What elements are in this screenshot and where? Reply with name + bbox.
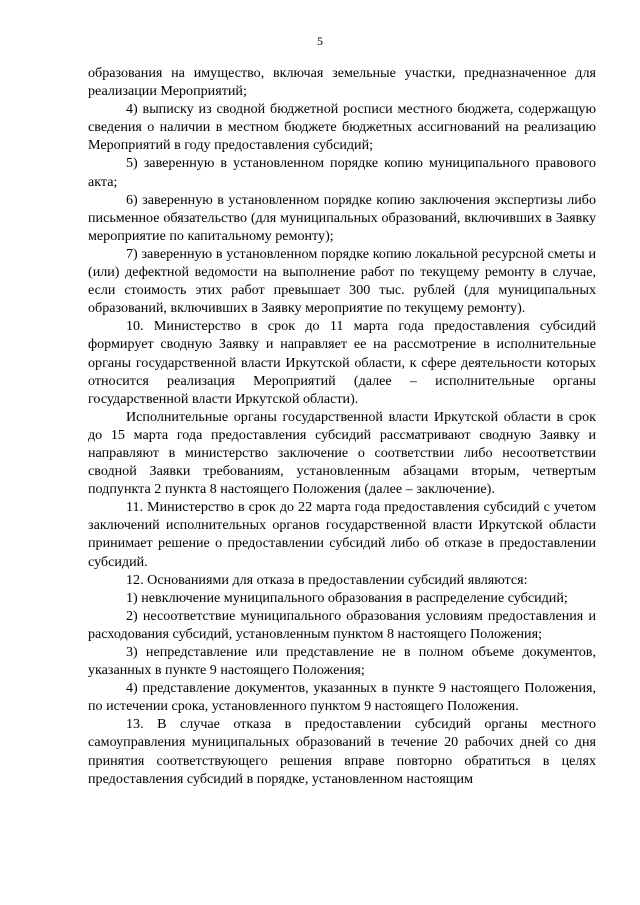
paragraph: 4) выписку из сводной бюджетной росписи местного бюджета, содержащую сведения о наличии в местном бюджете бюджетных ассигнований на реализацию Мероприятий в году предоставления субсидий;: [88, 101, 596, 154]
document-body: [88, 64, 596, 788]
paragraph: Исполнительные органы государственной власти Иркутской области в срок до 15 марта года предоставления субсидий рассматривают сводную Заявку и направляют в министерство заключение о соответствии либо несоответствии сводной Заявки требованиям, установленным абзацами вторым, четвертым подпункта 2 пункта 8 настоящего Положения (далее – заключение).: [88, 408, 596, 498]
page-number: 5: [317, 34, 323, 48]
paragraph: 1) невключение муниципального образования в распределение субсидий;: [126, 589, 568, 606]
paragraph: 7) заверенную в установленном порядке копию локальной ресурсной сметы и (или) дефектной ведомости на выполнение работ по текущему ремонту в случае, если стоимость этих работ превышает 300 тыс. рублей (для муниципальных образований, включивших в Заявку мероприятие по текущему ремонту).: [88, 245, 596, 317]
paragraph: 3) непредставление или представление не в полном объеме документов, указанных в пункте 9 настоящего Положения;: [88, 644, 596, 679]
paragraph: 12. Основаниями для отказа в предоставлении субсидий являются:: [126, 571, 528, 588]
paragraph: 13. В случае отказа в предоставлении субсидий органы местного самоуправления муниципальных образований в течение 20 рабочих дней со дня принятия соответствующего решения вправе повторно обратиться в целях предоставления субсидий в порядке, установленном настоящим: [88, 716, 596, 787]
paragraph: 6) заверенную в установленном порядке копию заключения экспертизы либо письменное обязательство (для муниципальных образований, включивших в Заявку мероприятие по капитальному ремонту);: [88, 191, 596, 244]
paragraph: 4) представление документов, указанных в пункте 9 настоящего Положения, по истечении срока, установленного пунктом 9 настоящего Положения.: [88, 680, 596, 715]
paragraph: 11. Министерство в срок до 22 марта года предоставления субсидий с учетом заключений исполнительных органов государственной власти Иркутской области принимает решение о предоставлении субсидий либо об отказе в предоставлении субсидий.: [88, 499, 596, 570]
paragraph: 5) заверенную в установленном порядке копию муниципального правового акта;: [88, 155, 596, 190]
paragraph: образования на имущество, включая земельные участки, предназначенное для реализации Мероприятий;: [88, 65, 596, 100]
paragraph: 2) несоответствие муниципального образования условиям предоставления и расходования субсидий, установленным пунктом 8 настоящего Положения;: [88, 607, 596, 642]
paragraph: 10. Министерство в срок до 11 марта года предоставления субсидий формирует сводную Заявку и направляет ее на рассмотрение в исполнительные органы государственной власти Иркутской области, к сфере деятельности которых относится реализация Мероприятий (далее – исполнительные органы государственной власти Иркутской области).: [88, 318, 596, 407]
